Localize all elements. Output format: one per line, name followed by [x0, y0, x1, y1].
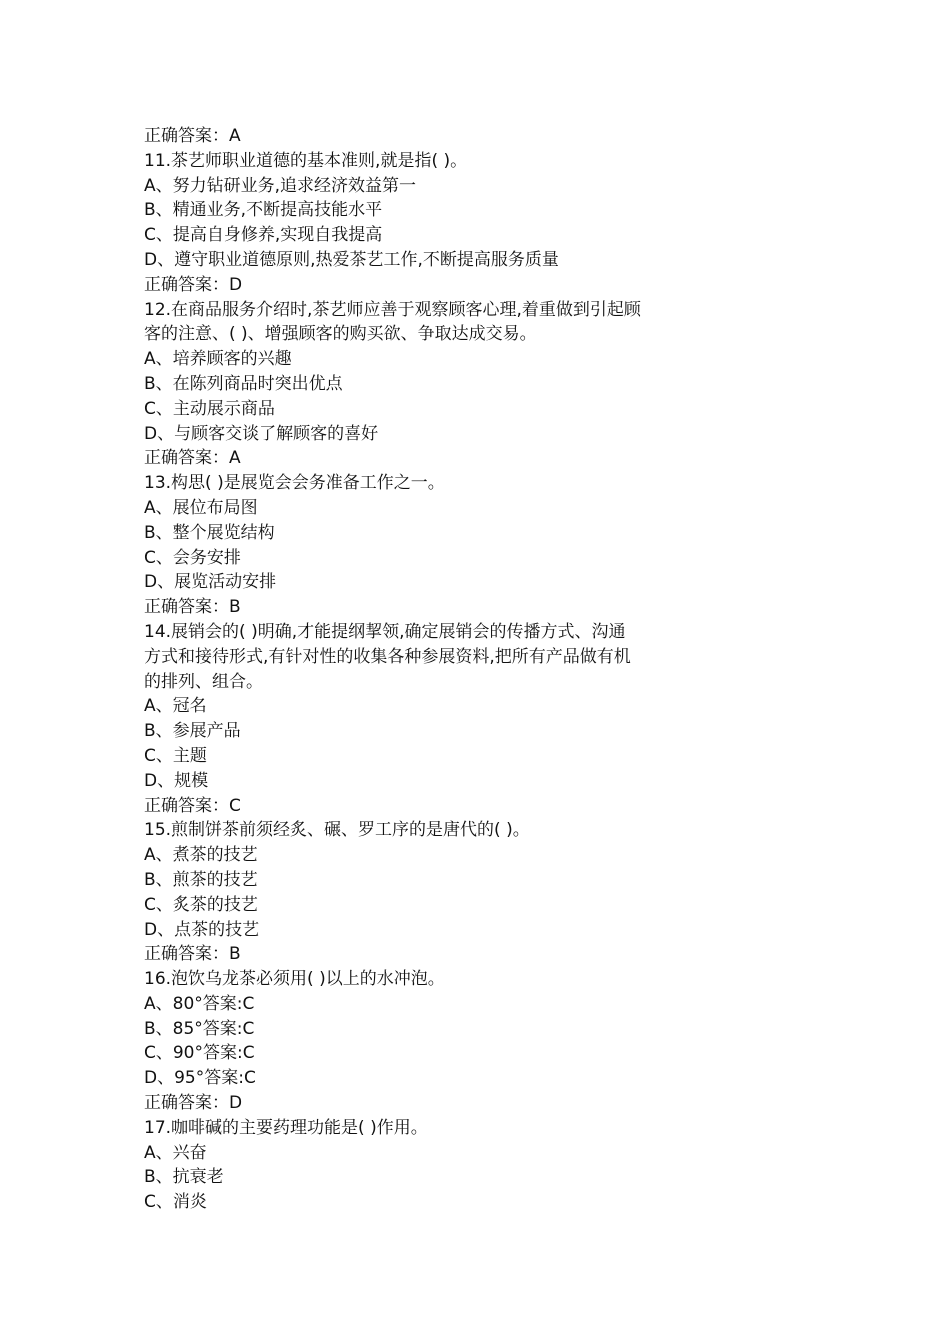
option-line: B、抗衰老: [144, 1167, 224, 1188]
question-line: 的排列、组合。: [144, 671, 263, 692]
answer-line: 正确答案：A: [144, 448, 241, 469]
option-line: B、在陈列商品时突出优点: [144, 373, 343, 394]
question-line: 方式和接待形式,有针对性的收集各种参展资料,把所有产品做有机: [144, 646, 631, 667]
option-line: D、与顾客交谈了解顾客的喜好: [144, 423, 379, 444]
option-line: D、点茶的技艺: [144, 919, 260, 940]
question-line: 16.泡饮乌龙茶必须用( )以上的水冲泡。: [144, 969, 445, 990]
answer-line: 正确答案：B: [144, 944, 241, 965]
option-line: C、90°答案:C: [144, 1043, 255, 1064]
question-line: 客的注意、( )、增强顾客的购买欲、争取达成交易。: [144, 324, 537, 345]
option-line: C、消炎: [144, 1192, 207, 1213]
question-line: 11.茶艺师职业道德的基本准则,就是指( )。: [144, 150, 468, 171]
option-line: B、参展产品: [144, 721, 241, 742]
option-line: A、80°答案:C: [144, 993, 255, 1014]
option-line: C、会务安排: [144, 547, 241, 568]
option-line: A、冠名: [144, 696, 207, 717]
option-line: A、展位布局图: [144, 497, 258, 518]
option-line: B、精通业务,不断提高技能水平: [144, 200, 383, 221]
option-line: B、85°答案:C: [144, 1018, 255, 1039]
question-line: 15.煎制饼茶前须经炙、碾、罗工序的是唐代的( )。: [144, 820, 530, 841]
option-line: C、炙茶的技艺: [144, 894, 258, 915]
option-line: D、展览活动安排: [144, 572, 277, 593]
answer-line: 正确答案：B: [144, 597, 241, 618]
option-line: C、提高自身修养,实现自我提高: [144, 225, 383, 246]
answer-line: 正确答案：D: [144, 274, 243, 295]
document-page: [144, 124, 704, 1215]
option-line: A、煮茶的技艺: [144, 845, 258, 866]
option-line: D、规模: [144, 770, 209, 791]
question-line: 12.在商品服务介绍时,茶艺师应善于观察顾客心理,着重做到引起顾: [144, 299, 641, 320]
question-line: 14.展销会的( )明确,才能提纲挈领,确定展销会的传播方式、沟通: [144, 621, 626, 642]
answer-line: 正确答案：A: [144, 126, 241, 146]
question-line: 17.咖啡碱的主要药理功能是( )作用。: [144, 1117, 428, 1138]
option-line: B、整个展览结构: [144, 522, 275, 543]
option-line: A、努力钻研业务,追求经济效益第一: [144, 175, 417, 196]
option-line: C、主动展示商品: [144, 398, 275, 419]
option-line: D、95°答案:C: [144, 1068, 256, 1089]
answer-line: 正确答案：D: [144, 1093, 243, 1114]
option-line: A、培养顾客的兴趣: [144, 349, 292, 370]
option-line: A、兴奋: [144, 1142, 207, 1163]
option-line: D、遵守职业道德原则,热爱茶艺工作,不断提高服务质量: [144, 249, 559, 270]
option-line: C、主题: [144, 745, 207, 766]
option-line: B、煎茶的技艺: [144, 869, 258, 890]
answer-line: 正确答案：C: [144, 795, 241, 816]
question-line: 13.构思( )是展览会会务准备工作之一。: [144, 473, 445, 494]
